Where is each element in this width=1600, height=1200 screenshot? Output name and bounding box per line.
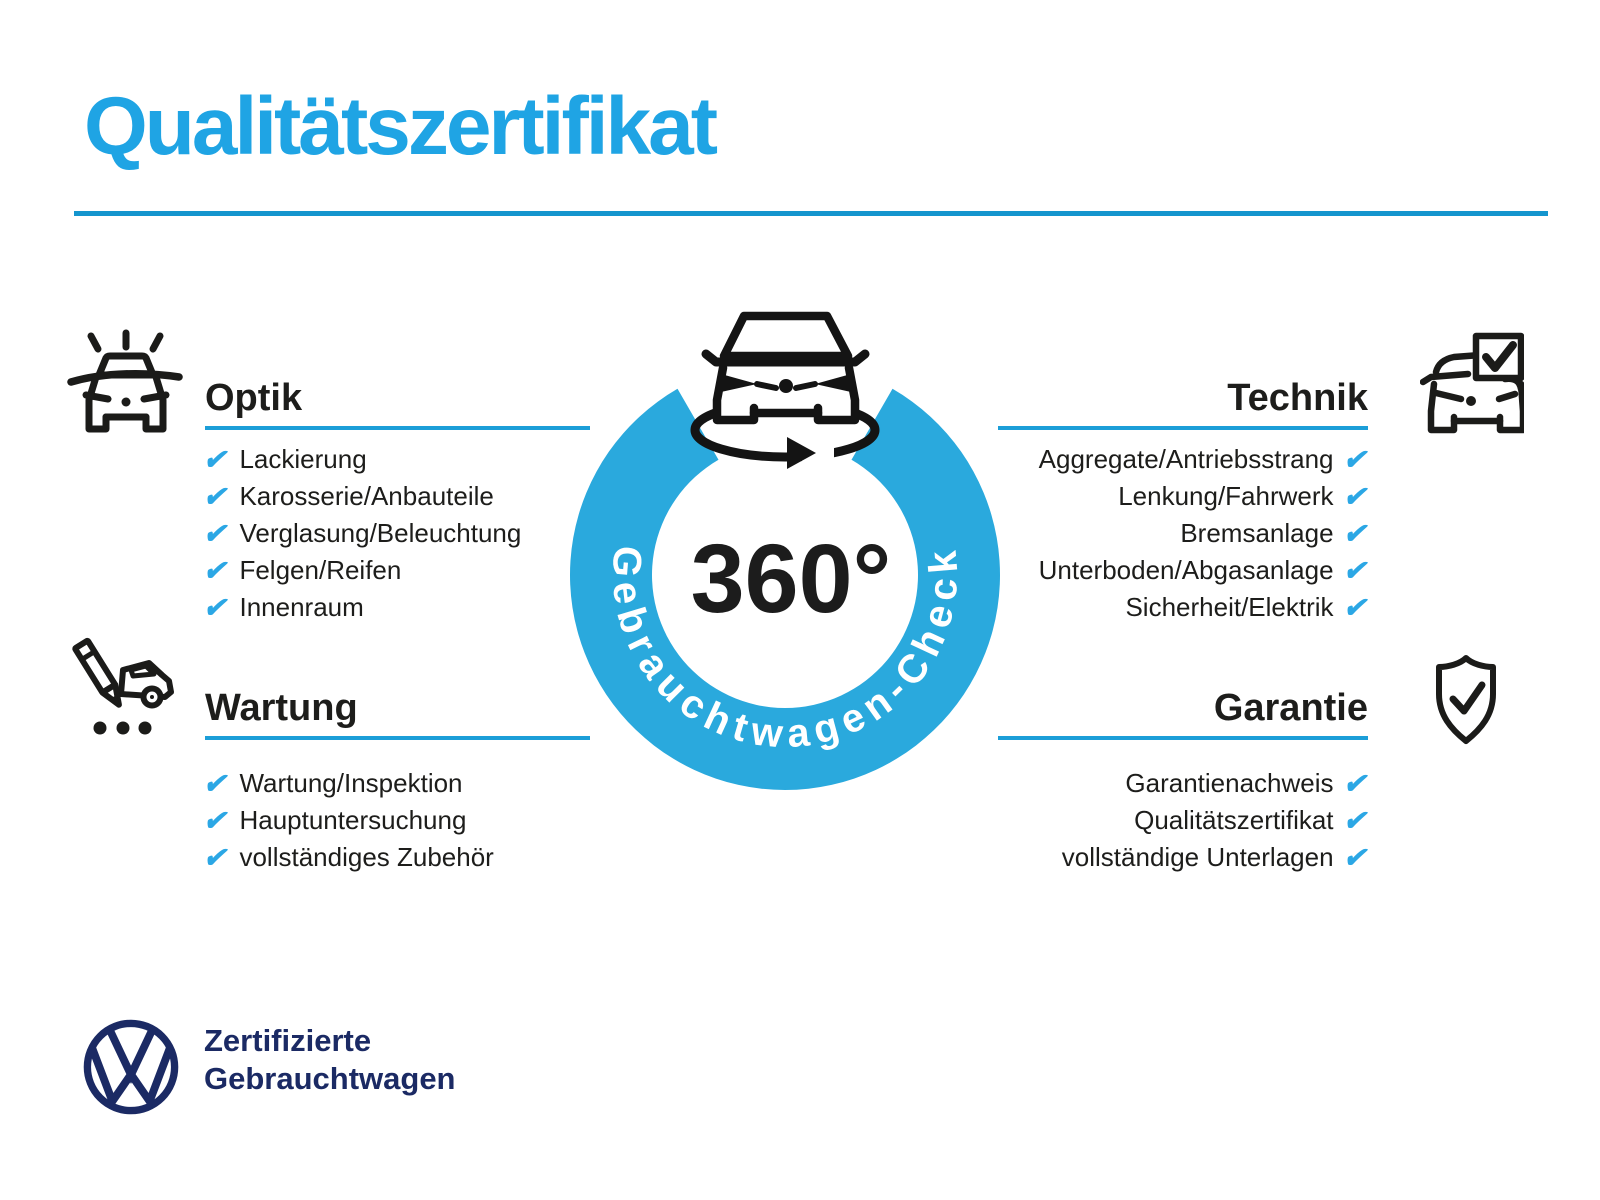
section-title: Wartung — [205, 687, 358, 729]
checklist-item-label: Felgen/Reifen — [239, 555, 402, 585]
ring — [570, 389, 1000, 790]
section-technik — [983, 377, 1372, 626]
section-divider — [998, 736, 1368, 740]
checklist-item-label: Qualitätszertifikat — [1134, 805, 1334, 835]
check-icon: ✔ — [1340, 591, 1372, 623]
section-divider — [205, 426, 590, 430]
checklist-item — [983, 839, 1372, 876]
check-icon: ✔ — [1340, 480, 1372, 512]
checklist-item — [983, 765, 1372, 802]
title-divider — [74, 211, 1548, 216]
ring-label: Gebrauchtwagen-Check — [603, 544, 967, 757]
section-divider — [998, 426, 1368, 430]
page-title: Qualitätszertifikat — [84, 81, 716, 172]
car-checkbox-icon — [1420, 332, 1524, 434]
checklist-item-label: Garantienachweis — [1125, 768, 1334, 798]
checklist-item — [983, 552, 1372, 589]
checklist-item-label: Verglasung/Beleuchtung — [239, 518, 522, 548]
checklist-item — [983, 478, 1372, 515]
check-icon: ✔ — [201, 517, 233, 549]
section-optik — [201, 377, 590, 626]
brand-line-2: Gebrauchtwagen — [204, 1061, 456, 1096]
checklist-item — [983, 441, 1372, 478]
check-icon: ✔ — [201, 804, 233, 836]
check-icon: ✔ — [1340, 517, 1372, 549]
check-icon: ✔ — [201, 841, 233, 873]
section-garantie — [983, 687, 1372, 876]
checklist-item — [201, 441, 590, 478]
checklist-item — [201, 802, 590, 839]
check-icon: ✔ — [201, 554, 233, 586]
checklist-item-label: vollständiges Zubehör — [239, 842, 494, 872]
checklist-item-label: Karosserie/Anbauteile — [239, 481, 494, 511]
checklist-item — [201, 839, 590, 876]
section-title: Technik — [1227, 377, 1368, 419]
checklist-item-label: Aggregate/Antriebsstrang — [1038, 444, 1334, 474]
car-shine-icon — [65, 318, 185, 438]
section-title: Optik — [205, 377, 303, 419]
vw-logo — [82, 1018, 180, 1116]
degree-label: 360° — [690, 524, 892, 633]
checklist — [983, 765, 1372, 876]
check-icon: ✔ — [201, 443, 233, 475]
section-divider — [205, 736, 590, 740]
checklist-item-label: Innenraum — [239, 592, 364, 622]
checklist-item — [201, 478, 590, 515]
checklist-item — [201, 765, 590, 802]
section-wartung — [201, 687, 590, 876]
360-check-badge — [530, 268, 1042, 828]
service-pencil-car-icon — [65, 635, 185, 750]
check-icon: ✔ — [1340, 554, 1372, 586]
checklist-item — [983, 802, 1372, 839]
check-icon: ✔ — [1340, 841, 1372, 873]
check-icon: ✔ — [1340, 767, 1372, 799]
brand-line-1: Zertifizierte — [204, 1023, 372, 1058]
check-icon: ✔ — [1340, 804, 1372, 836]
checklist-item-label: Lenkung/Fahrwerk — [1118, 481, 1334, 511]
checklist-item-label: Unterboden/Abgasanlage — [1038, 555, 1334, 585]
checklist-item-label: Sicherheit/Elektrik — [1125, 592, 1334, 622]
checklist-item — [201, 515, 590, 552]
checklist-item-label: Wartung/Inspektion — [239, 768, 463, 798]
shield-check-icon — [1434, 654, 1498, 746]
checklist — [983, 441, 1372, 626]
check-icon: ✔ — [201, 767, 233, 799]
section-title: Garantie — [1213, 687, 1368, 729]
check-icon: ✔ — [201, 591, 233, 623]
checklist-item — [983, 589, 1372, 626]
car-rotation-icon — [695, 300, 875, 469]
checklist — [201, 765, 590, 876]
checklist-item — [983, 515, 1372, 552]
check-icon: ✔ — [1340, 443, 1372, 475]
brand-text — [204, 1022, 456, 1098]
checklist-item-label: Lackierung — [239, 444, 367, 474]
check-icon: ✔ — [201, 480, 233, 512]
checklist-item-label: Hauptuntersuchung — [239, 805, 467, 835]
checklist — [201, 441, 590, 626]
checklist-item — [201, 589, 590, 626]
checklist-item-label: vollständige Unterlagen — [1061, 842, 1334, 872]
checklist-item — [201, 552, 590, 589]
checklist-item-label: Bremsanlage — [1180, 518, 1334, 548]
